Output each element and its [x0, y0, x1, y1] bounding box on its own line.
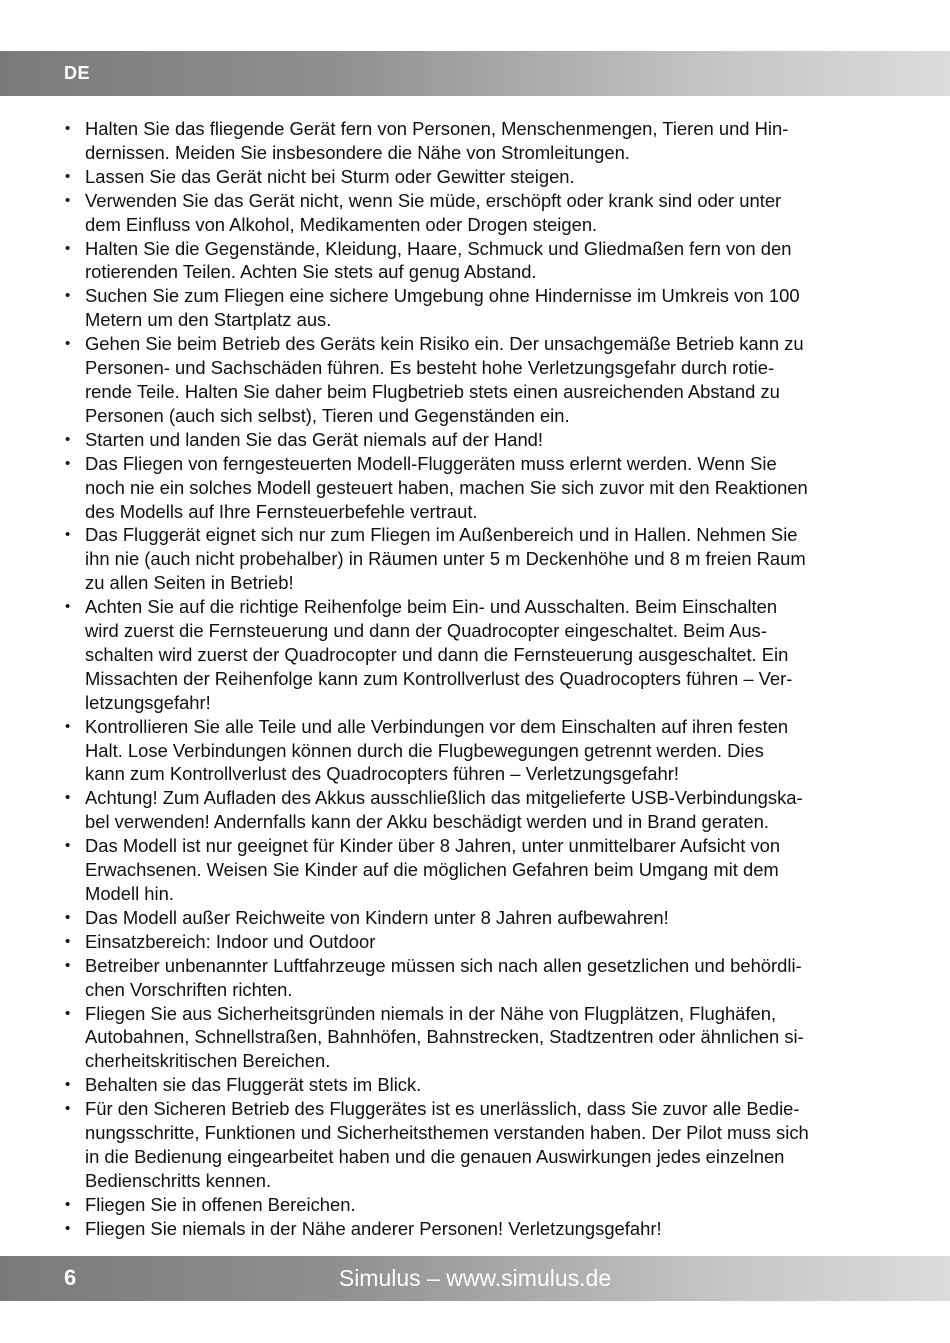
- bullet-icon: •: [65, 789, 71, 807]
- bullet-icon: •: [65, 956, 71, 974]
- list-item-text: Verwenden Sie das Gerät nicht, wenn Sie müde, erschöpft oder krank sind oder unter dem Einfluss von Alkohol, Medikamenten oder Drogen steigen.: [85, 189, 782, 235]
- list-item-text: Kontrollieren Sie alle Teile und alle Verbindungen vor dem Einschalten auf ihren festen Halt. Lose Verbindungen können durch die Flugbewegungen getrennt werden. Dies kann zum Kontrollverlust des Quadrocopters führen – Verletzungsgefahr!: [85, 715, 789, 785]
- header-bar: [0, 51, 950, 96]
- list-item: [64, 1193, 890, 1217]
- bullet-icon: •: [65, 167, 71, 185]
- list-item: [64, 595, 890, 715]
- bullet-icon: •: [65, 932, 71, 950]
- list-item-text: Halten Sie das fliegende Gerät fern von Personen, Menschenmengen, Tieren und Hin- dernissen. Meiden Sie insbesondere die Nähe von Stromleitungen.: [85, 118, 789, 163]
- list-item-text: Das Modell ist nur geeignet für Kinder über 8 Jahren, unter unmittelbarer Aufsicht von Erwachsenen. Weisen Sie Kinder auf die möglichen Gefahren beim Umgang mit dem Modell hin.: [85, 835, 781, 904]
- list-item-text: Das Fliegen von ferngesteuerten Modell-Fluggeräten muss erlernt werden. Wenn Sie noch nie ein solches Modell gesteuert haben, machen Sie sich zuvor mit den Reaktionen des Modells auf Ihre Fernsteuerbefehle vertraut.: [85, 452, 808, 522]
- list-item: [64, 930, 890, 954]
- list-item-text: Behalten sie das Fluggerät stets im Blick.: [85, 1074, 422, 1096]
- list-item: [64, 284, 890, 332]
- list-item-text: Achtung! Zum Aufladen des Akkus ausschließlich das mitgelieferte USB-Verbindungska- bel verwenden! Andernfalls kann der Akku beschädigt werden und in Brand geraten.: [85, 787, 803, 833]
- list-item: [64, 452, 890, 524]
- bullet-icon: •: [65, 335, 71, 353]
- bullet-icon: •: [65, 454, 71, 472]
- list-item-text: Fliegen Sie aus Sicherheitsgründen niemals in der Nähe von Flugplätzen, Flughäfen, Autobahnen, Schnellstraßen, Bahnhöfen, Bahnstrecken, Stadtzentren oder ähnlichen si- cherheitskritischen Bereichen.: [85, 1002, 804, 1072]
- list-item: [64, 786, 890, 834]
- list-item-text: Einsatzbereich: Indoor und Outdoor: [85, 930, 376, 952]
- list-item: [64, 1002, 890, 1074]
- list-item: [64, 189, 890, 237]
- bullet-icon: •: [65, 191, 71, 209]
- bullet-icon: •: [65, 908, 71, 926]
- list-item-text: Suchen Sie zum Fliegen eine sichere Umgebung ohne Hindernisse im Umkreis von 100 Metern um den Startplatz aus.: [85, 285, 800, 331]
- list-item: [64, 332, 890, 428]
- list-item-text: Starten und landen Sie das Gerät niemals auf der Hand!: [85, 428, 544, 450]
- bullet-icon: •: [65, 598, 71, 616]
- list-item: [64, 1073, 890, 1097]
- list-item: [64, 906, 890, 930]
- bullet-icon: •: [65, 717, 71, 735]
- list-item-text: Das Modell außer Reichweite von Kindern unter 8 Jahren aufbewahren!: [85, 906, 669, 928]
- list-item: [64, 1097, 890, 1193]
- bullet-icon: •: [65, 1195, 71, 1213]
- list-item: [64, 1217, 890, 1241]
- bullet-icon: •: [65, 1219, 71, 1237]
- list-item: [64, 237, 890, 285]
- bullet-icon: •: [65, 1076, 71, 1094]
- list-item: [64, 523, 890, 595]
- safety-instructions-list: [64, 117, 890, 1241]
- list-item-text: Für den Sicheren Betrieb des Fluggerätes ist es unerlässlich, dass Sie zuvor alle Bedie- nungsschritte, Funktionen und Sicherheitsthemen verstanden haben. Der Pilot muss sich in die Bedienung eingearbeitet haben und die genauen Auswirkungen jedes einzelnen Bedienschritts kennen.: [85, 1098, 809, 1191]
- list-item-text: Fliegen Sie niemals in der Nähe anderer Personen! Verletzungsgefahr!: [85, 1217, 662, 1239]
- bullet-icon: •: [65, 120, 71, 137]
- list-item-text: Betreiber unbenannter Luftfahrzeuge müssen sich nach allen gesetzlichen und behördli- chen Vorschriften richten.: [85, 954, 802, 1000]
- list-item: [64, 165, 890, 189]
- bullet-icon: •: [65, 1004, 71, 1022]
- bullet-icon: •: [65, 287, 71, 305]
- bullet-icon: •: [65, 1100, 71, 1118]
- bullet-icon: •: [65, 430, 71, 448]
- page-number: 6: [64, 1265, 77, 1290]
- list-item-text: Fliegen Sie in offenen Bereichen.: [85, 1193, 356, 1215]
- language-label: DE: [64, 63, 91, 83]
- list-item-text: Lassen Sie das Gerät nicht bei Sturm oder Gewitter steigen.: [85, 165, 575, 187]
- list-item-text: Halten Sie die Gegenstände, Kleidung, Haare, Schmuck und Gliedmaßen fern von den rotierenden Teilen. Achten Sie stets auf genug Abstand.: [85, 237, 792, 283]
- bullet-icon: •: [65, 837, 71, 855]
- bullet-icon: •: [65, 239, 71, 257]
- footer-bar: [0, 1256, 950, 1301]
- footer-brand: Simulus – www.simulus.de: [338, 1265, 612, 1291]
- list-item-text: Achten Sie auf die richtige Reihenfolge beim Ein- und Ausschalten. Beim Einschalten wird zuerst die Fernsteuerung und dann der Quadrocopter eingeschaltet. Beim Aus- schalten wird zuerst der Quadrocopter und dann die Fernsteuerung ausgeschaltet. Ein Missachten der Reihenfolge kann zum Kontrollverlust des Quadrocopters führen – Ver- letzungsgefahr!: [85, 596, 793, 713]
- list-item: [64, 715, 890, 787]
- bullet-icon: •: [65, 526, 71, 544]
- list-item: [64, 954, 890, 1002]
- list-item: [64, 117, 890, 165]
- list-item-text: Gehen Sie beim Betrieb des Geräts kein Risiko ein. Der unsachgemäße Betrieb kann zu Personen- und Sachschäden führen. Es besteht hohe Verletzungsgefahr durch rotie- rende Teile. Halten Sie daher beim Flugbetrieb stets einen ausreichenden Abstand zu Personen (auch sich selbst), Tieren und Gegenständen ein.: [85, 333, 804, 426]
- list-item-text: Das Fluggerät eignet sich nur zum Fliegen im Außenbereich und in Hallen. Nehmen Sie ihn nie (auch nicht probehalber) in Räumen unter 5 m Deckenhöhe und 8 m freien Raum zu allen Seiten in Betrieb!: [85, 524, 806, 594]
- list-item: [64, 834, 890, 906]
- list-item: [64, 428, 890, 452]
